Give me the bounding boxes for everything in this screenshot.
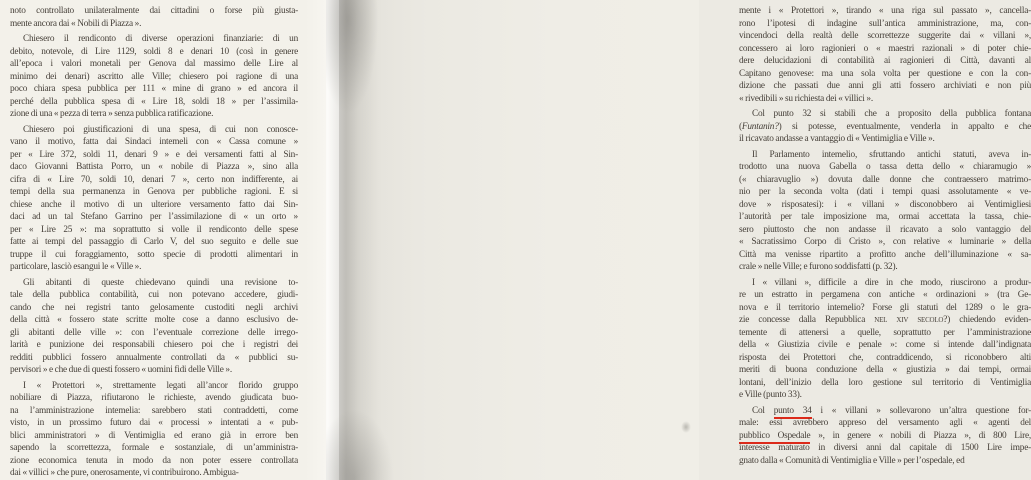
- styled-text: Funtanin?: [741, 121, 779, 132]
- text-line: pervisori » e che due di questi fossero « uomini fidi delle Ville ».: [10, 365, 232, 375]
- text-line: visto, in un prossimo futuro dai « processi » intentati a « pub-: [10, 418, 298, 428]
- text-line: pubblico Ospedale », in genere « nobili di Piazza », di 800 Lire,: [739, 430, 1031, 443]
- text-line: nova e il territorio intemelio? Forse gli statuti del 1289 o le gra-: [739, 302, 1031, 313]
- text-line: trodotto una nuova Gabella o tassa detta dello « chiaramugio »: [739, 162, 1031, 172]
- text-line: gli abitanti delle ville »: con l’eventuale correzione delle irrego-: [10, 327, 298, 338]
- text-line: dere delucidazioni di contabilità ai ragionieri di Città, davanti al: [739, 56, 1031, 66]
- text-line: minimo dei denari) ascritto alle Ville; chiesero poi ragione di una: [10, 71, 298, 82]
- styled-text: nel xiv secolo: [874, 315, 944, 325]
- text-line: (Funtanin?) si potesse, eventualmente, venderla in appalto e che: [739, 121, 1031, 132]
- text-line: re un estratto in pergamena con antiche « ordinazioni » (tra Ge-: [739, 290, 1031, 300]
- text-line: della città « fossero state scritte molte cose a danno esclusivo de-: [10, 315, 298, 325]
- text-line: blici amministratori » di Ventimiglia ed erano già in errore ben: [10, 430, 298, 441]
- red-underline-annotation: punto 34: [774, 406, 812, 419]
- text-line: per « Lire 372, soldi 11, denari 9 » e dei versamenti fatti al Sin-: [10, 149, 298, 160]
- text-line: I « villani », difficile a dire in che modo, riuscirono a produr-: [752, 277, 1031, 288]
- text-line: « rivedibili » su richiesta dei « villici ».: [739, 93, 873, 104]
- paragraph: [10, 124, 298, 274]
- left-page-text: [10, 5, 298, 480]
- paragraph: [739, 277, 1031, 402]
- text-line: Col punto 32 si stabilì che a proposito della pubblica fontana: [752, 109, 1031, 119]
- red-underline-annotation: pubblico Ospedale: [739, 431, 810, 444]
- text-line: all’epoca i valori monetali per Genova dal massimo delle Lire al: [10, 59, 298, 69]
- text-line: chiese anche il motivo di un ulteriore versamento fatto dai Sin-: [10, 199, 298, 210]
- text-line: daci ad un tal Stefano Garrino per l’assimilazione di « un orto »: [10, 212, 298, 222]
- text-line: redditi pubblici fossero annualmente controllati da « pubblici su-: [10, 352, 298, 363]
- text-line: I « Protettori », strettamente legati all’ancor florido gruppo: [23, 380, 298, 391]
- paragraph: [739, 149, 1031, 274]
- text-line: lontani, dell’inizio della loro gestione sul territorio di Ventimiglia: [739, 377, 1031, 388]
- text-line: cando che nei registri tanto gelosamente custoditi negli archivi: [10, 302, 298, 313]
- text-line: Il Parlamento intemelio, sfruttando antichi statuti, aveva in-: [752, 149, 1031, 160]
- text-line: vincendoci della realtà delle scorrettezze suggerite dai « villani »,: [739, 31, 1031, 41]
- text-line: rono l’ipotesi di indagine sull’antica amministrazione, ma, con-: [739, 18, 1031, 29]
- text-line: Chiesero il rendiconto di diverse operazioni finanziarie: di un: [23, 34, 298, 44]
- paragraph: [10, 380, 298, 480]
- text-line: poco chiara spesa pubblica per 111 « mine di grano » ed ancora il: [10, 84, 298, 94]
- text-line: della « Giustizia civile e penale »: come si intende dall’indignata: [739, 340, 1031, 350]
- text-line: debito, notevole, di Lire 1129, soldi 8 e denari 10 (così in genere: [10, 46, 298, 57]
- text-line: tempi della sua permanenza in Genova per pubbliche ragioni. E si: [10, 187, 298, 197]
- paragraph: [739, 5, 1031, 105]
- text-line: tale della pubblica contabilità, cui non potevano accedere, giudi-: [10, 290, 298, 300]
- text-line: zione economica tenuta in modo da non poter essere controllata: [10, 455, 298, 466]
- text-line: mente i « Protettori », tirando « una riga sul passato », cancella-: [739, 6, 1031, 16]
- text-line: perché della pubblica spesa di « Lire 18, soldi 18 » per l’assimila-: [10, 96, 298, 107]
- text-line: daco Giovanni Battista Porro, un « nobile di Piazza », sino alla: [10, 162, 298, 172]
- text-line: cifra di « Lire 70, soldi 10, denari 7 », certo non indifferente, ai: [10, 174, 298, 185]
- text-line: zie concesse dalla Repubblica nel xiv secolo?) chiedendo eviden-: [739, 315, 1031, 325]
- text-line: particolare, lasciò esangui le « Ville ».: [10, 262, 142, 272]
- text-line: nobiliare di Piazza, rifiutarono le richieste, avendo giudicata buo-: [10, 393, 298, 403]
- book-left-page: [0, 0, 339, 480]
- right-page-text: [739, 5, 1031, 467]
- text-line: noto controllato unilateralmente dai cittadini o forse più giusta-: [10, 6, 298, 16]
- text-line: dai « villici » che pure, onerosamente, vi contribuirono. Ambigua-: [10, 468, 239, 478]
- text-line: Col punto 34 i « villani » sollevarono un’altra questione for-: [739, 405, 1031, 418]
- paragraph: [739, 405, 1031, 468]
- paragraph: [10, 33, 298, 121]
- text-line: sero piuttosto che non andasse il ricavato a solo vantaggio del: [739, 224, 1031, 235]
- text-line: dizione che passati due anni gli atti fossero archiviati e non più: [739, 81, 1031, 91]
- paragraph: [10, 277, 298, 377]
- text-line: Città ma venisse ripartito a profitto anche dell’illuminazione « sa-: [739, 249, 1031, 260]
- text-line: « Sacratissimo Corpo di Cristo », con relative « luminarie » della: [739, 237, 1031, 247]
- text-line: na l’amministrazione intemelia: sarebbero stati contraddetti, come: [10, 405, 298, 416]
- text-line: dove » risposatesi): i « villani » disconobbero ai Ventimigliesi: [739, 199, 1031, 210]
- text-line: crale » nelle Ville; e furono soddisfatti (p. 32).: [739, 262, 898, 272]
- book-right-page: [339, 0, 1031, 480]
- paragraph: [10, 5, 298, 30]
- text-line: male: essi avrebbero appreso del versamento agli « agenti del: [739, 418, 1031, 428]
- text-line: gnato dalla « Comunità di Ventimiglia e Ville » per l’ospedale, ed: [739, 455, 965, 466]
- text-line: per « Lire 25 »: ma soprattutto si volle il rendiconto delle spese: [10, 224, 298, 235]
- text-line: Capitano genovese: ma una sola volta per questione e con la con-: [739, 68, 1031, 79]
- text-line: Gli abitanti di queste chiedevano quindi una revisione to-: [23, 277, 298, 288]
- text-line: meriti di buona conduzione della « giustizia » dai tempi, ormai: [739, 365, 1031, 375]
- text-line: interesse maturato in diversi anni dal capitale di 1500 Lire impe-: [739, 443, 1031, 453]
- text-line: vano il motivo, fatta dai Sindaci intemeli con « Cassa comune »: [10, 137, 298, 147]
- text-line: Chiesero poi giustificazioni di una spesa, di cui non conosce-: [23, 124, 298, 135]
- text-line: mente ancora dai « Nobili di Piazza ».: [10, 18, 142, 29]
- text-line: risposta dei Protettori che, contraddicendo, si riconobbero alti: [739, 352, 1031, 363]
- paragraph: [739, 108, 1031, 146]
- text-line: zione di una « pezza di terra » senza pubblica ratificazione.: [10, 109, 214, 119]
- text-line: e Ville (punto 33).: [739, 390, 802, 400]
- text-line: il ricavato andasse a vantaggio di « Ventimiglia e Ville ».: [739, 134, 935, 144]
- text-line: l’autorità per tale imposizione ma, ormai accettata la tassa, chie-: [739, 212, 1031, 222]
- text-line: larità e punizione dei responsabili chiesero poi che i registri dei: [10, 340, 298, 350]
- text-line: concessero ai loro ragionieri o « maestri razionali » di poter chie-: [739, 43, 1031, 54]
- text-line: (« chiaravuglio ») dovuta dalle donne che contraessero matrimo-: [739, 174, 1031, 185]
- text-line: nio per la seconda volta (dati i tempi quasi assolutamente « ve-: [739, 187, 1031, 197]
- text-line: truppe il cui foraggiamento, sotto specie di prodotti alimentari in: [10, 249, 298, 260]
- text-line: sapendo la scorrettezza, formale e sostanziale, di un’amministra-: [10, 443, 298, 453]
- text-line: fatte ai tempi del passaggio di Carlo V, del suo seguito e delle sue: [10, 237, 298, 247]
- text-line: temente di attenersi a quelle, soprattutto per l’amministrazione: [739, 327, 1031, 338]
- scan-smudge: [681, 421, 691, 433]
